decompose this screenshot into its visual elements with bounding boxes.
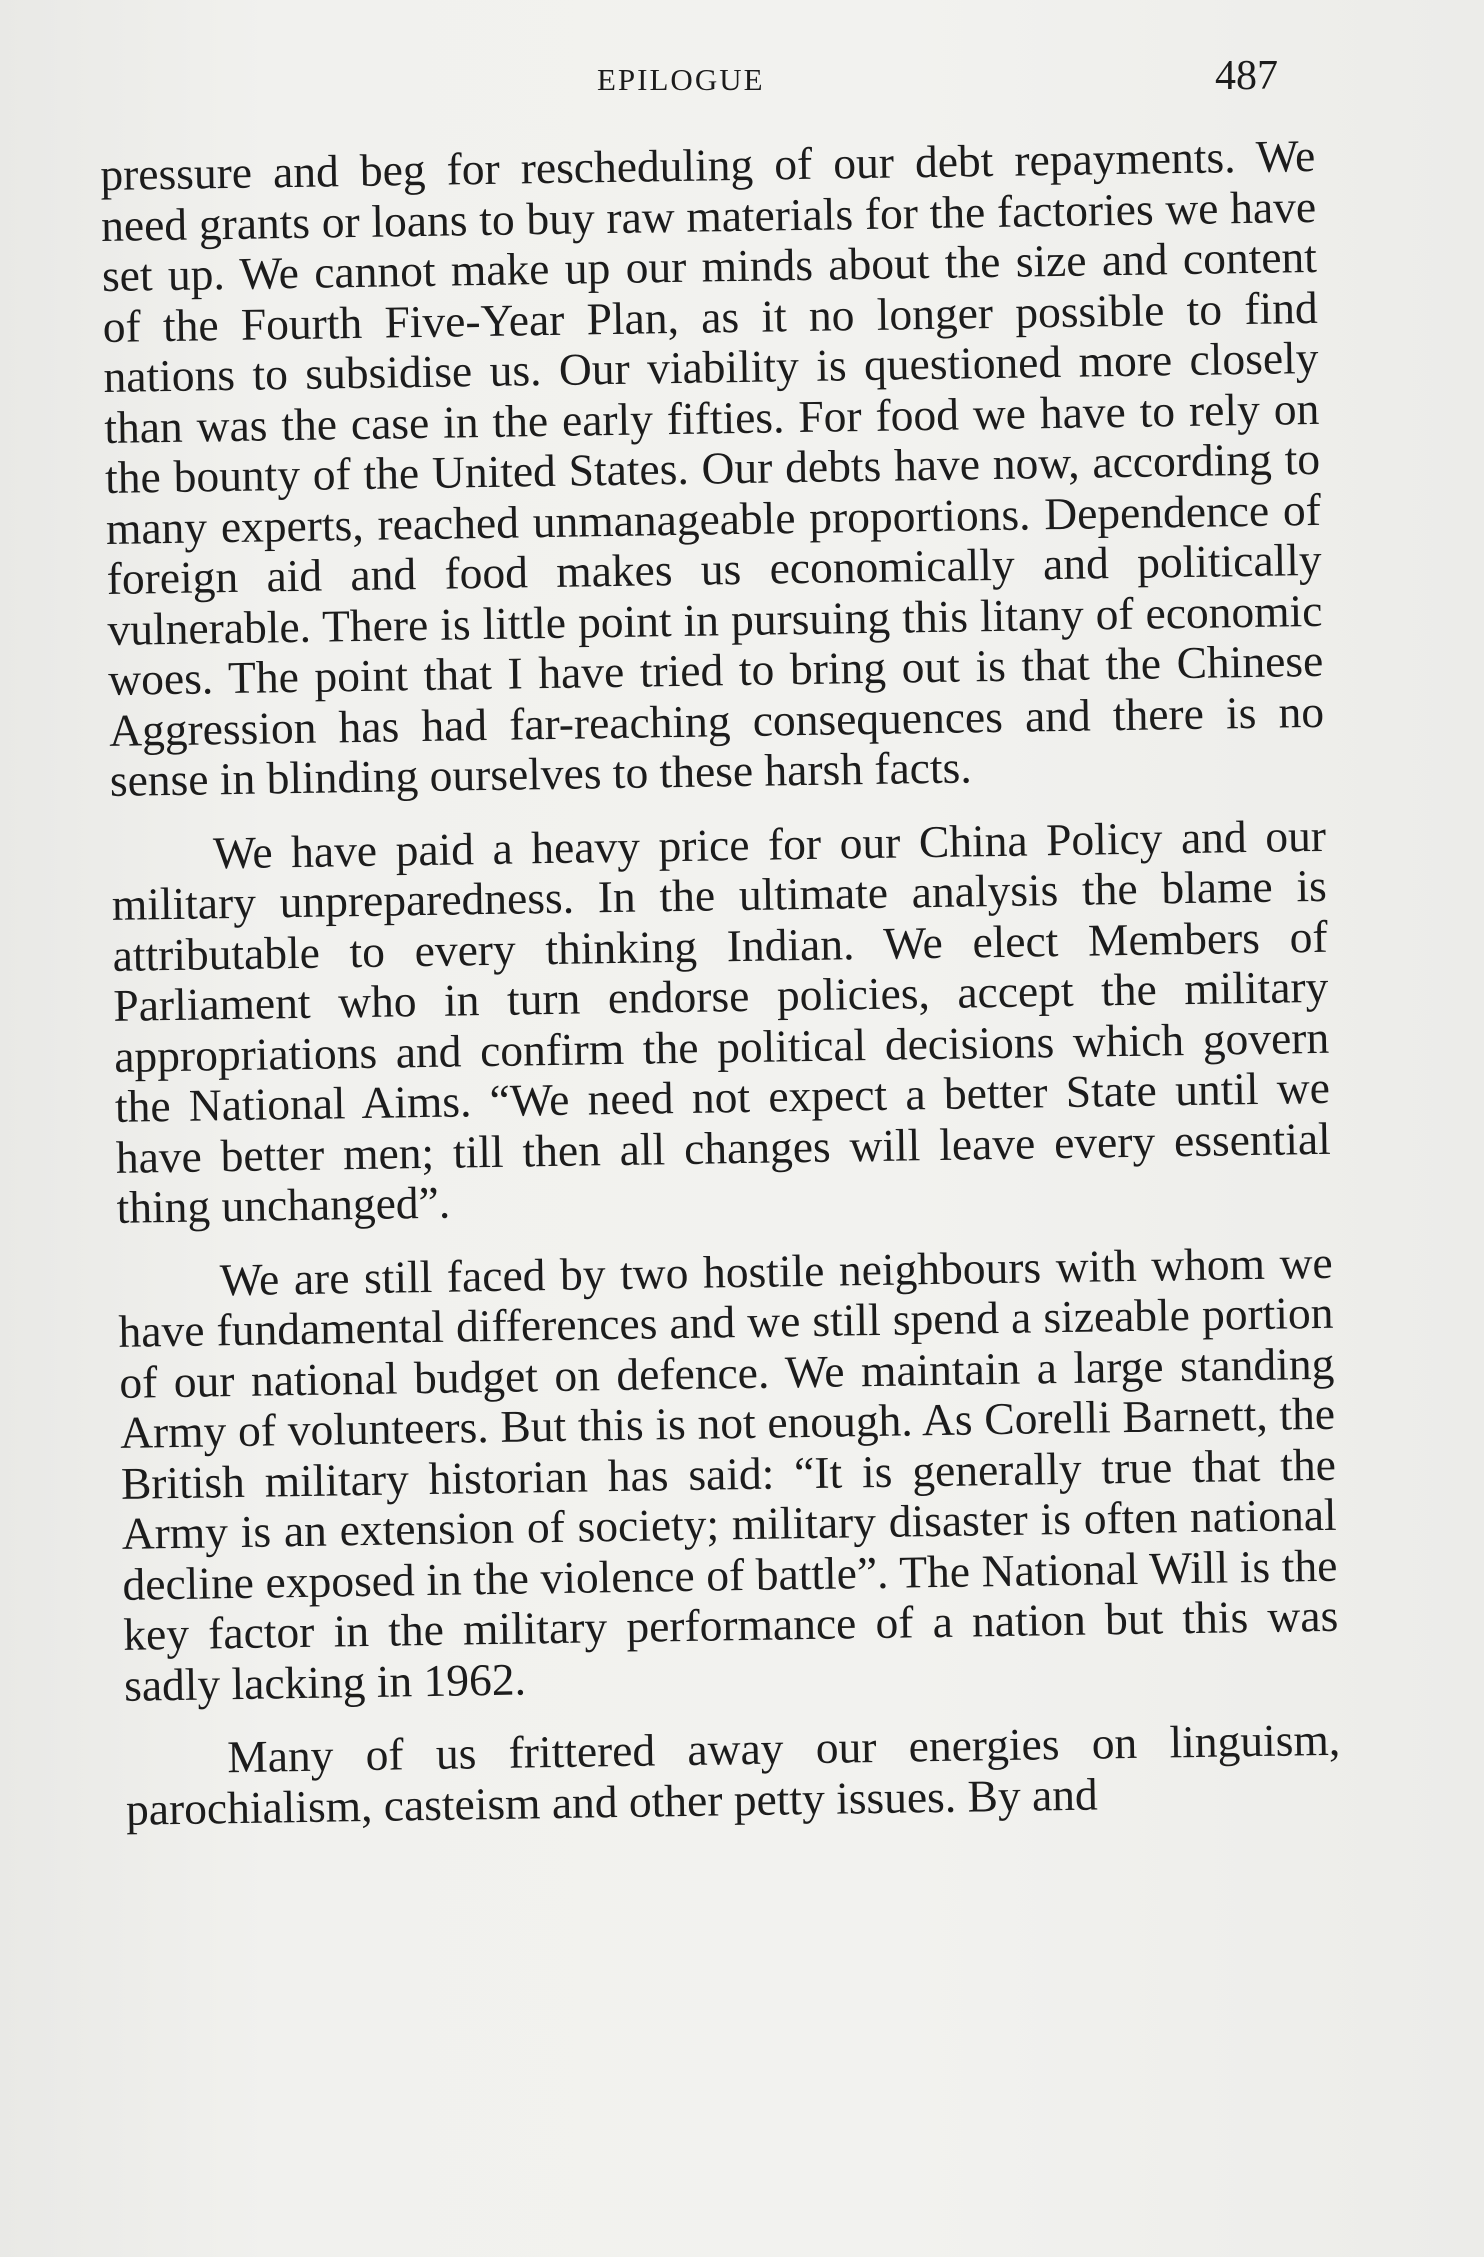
body-text: [100, 131, 1342, 1858]
running-head: EPILOGUE: [597, 62, 765, 97]
paragraph-2: We have paid a heavy price for our China Policy and our military unpreparedness. In the ultimate analysis the blame is attributable to every thinking Indian. We elect Members of Parliament who in turn endorse policies, accept the military appropriations and confirm the political decisions which govern the National Aims. “We need not expect a better State until we have better men; till then all changes will leave every essential thing unchanged”.: [111, 809, 1332, 1233]
paragraph-3: We are still faced by two hostile neighbours with whom we have fundamental differences and we still spend a sizeable portion of our national budget on defence. We maintain a large standing Army of volunteers. But this is not enough. As Corelli Barnett, the British military historian has said: “It is generally true that the Army is an extension of society; military disaster is often national decline exposed in the violence of battle”. The National Will is the key factor in the military performance of a nation but this was sadly lacking in 1962.: [118, 1236, 1339, 1711]
page-number: 487: [1215, 53, 1278, 99]
paragraph-4: Many of us frittered away our energies on linguism, parochialism, casteism and other petty issues. By and: [125, 1713, 1341, 1835]
paragraph-1: pressure and beg for rescheduling of our debt repayments. We need grants or loans to buy raw materials for the factories we have set up. We cannot make up our minds about the size and content of the Fourth Five-Year Plan, as it no longer possible to find nations to subsidise us. Our viability is questioned more closely than was the case in the early fifties. For food we have to rely on the bounty of the United States. Our debts have now, according to many experts, reached unmanageable proportions. Dependence of foreign aid and food makes us economically and politically vulnerable. There is little point in pursuing this litany of economic woes. The point that I have tried to bring out is that the Chinese Aggression has had far-reaching consequences and there is no sense in blinding ourselves to these harsh facts.: [99, 129, 1325, 806]
page-header: [0, 52, 1484, 112]
